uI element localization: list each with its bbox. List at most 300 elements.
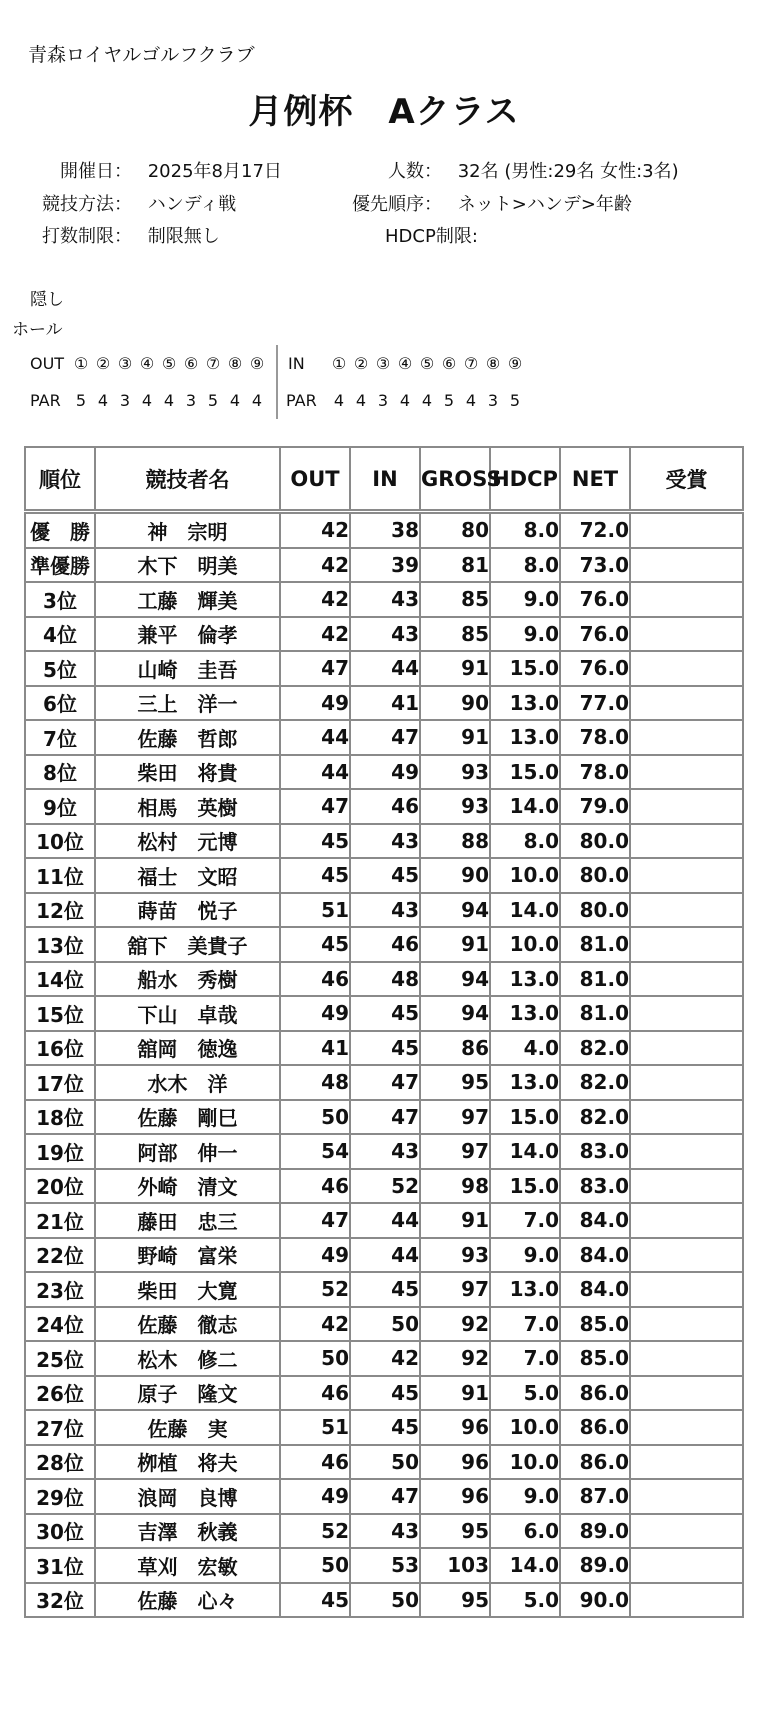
hole-marker: ⑦ xyxy=(463,354,479,373)
cell-out-score: 42 xyxy=(280,548,350,583)
table-row xyxy=(25,996,743,1031)
out-holes-row xyxy=(30,354,268,373)
cell-gross-score: 94 xyxy=(420,962,490,997)
par-value: 5 xyxy=(509,391,521,410)
cell-in-score: 43 xyxy=(350,893,420,928)
cell-net-score: 89.0 xyxy=(560,1514,630,1549)
cell-out-score: 41 xyxy=(280,1031,350,1066)
table-row xyxy=(25,1065,743,1100)
cell-rank: 29位 xyxy=(25,1479,95,1514)
cell-hdcp: 5.0 xyxy=(490,1376,560,1411)
cell-player-name: 柴田 大寛 xyxy=(95,1272,280,1307)
cell-hdcp: 9.0 xyxy=(490,1238,560,1273)
par-value: 4 xyxy=(333,391,345,410)
cell-award xyxy=(630,1238,743,1273)
cell-rank: 8位 xyxy=(25,755,95,790)
cell-net-score: 84.0 xyxy=(560,1203,630,1238)
cell-gross-score: 90 xyxy=(420,858,490,893)
cell-player-name: 原子 隆文 xyxy=(95,1376,280,1411)
cell-hdcp: 15.0 xyxy=(490,1100,560,1135)
cell-hdcp: 8.0 xyxy=(490,512,560,548)
table-row xyxy=(25,1514,743,1549)
cell-gross-score: 96 xyxy=(420,1479,490,1514)
table-row xyxy=(25,1376,743,1411)
table-row xyxy=(25,617,743,652)
cell-player-name: 浪岡 良博 xyxy=(95,1479,280,1514)
hole-marker: ④ xyxy=(139,354,155,373)
cell-out-score: 49 xyxy=(280,686,350,721)
cell-gross-score: 80 xyxy=(420,512,490,548)
table-row xyxy=(25,755,743,790)
table-row xyxy=(25,720,743,755)
cell-player-name: 阿部 伸一 xyxy=(95,1134,280,1169)
cell-net-score: 82.0 xyxy=(560,1065,630,1100)
cell-net-score: 85.0 xyxy=(560,1341,630,1376)
cell-out-score: 47 xyxy=(280,1203,350,1238)
col-header-out: OUT xyxy=(280,447,350,512)
table-row xyxy=(25,1134,743,1169)
cell-hdcp: 9.0 xyxy=(490,1479,560,1514)
cell-award xyxy=(630,962,743,997)
cell-gross-score: 93 xyxy=(420,755,490,790)
cell-award xyxy=(630,1479,743,1514)
table-row xyxy=(25,1238,743,1273)
cell-hdcp: 9.0 xyxy=(490,582,560,617)
cell-rank: 22位 xyxy=(25,1238,95,1273)
table-row xyxy=(25,1583,743,1618)
hidden-hole-label-2: ホール xyxy=(12,320,63,340)
par-value: 4 xyxy=(229,391,241,410)
cell-rank: 24位 xyxy=(25,1307,95,1342)
hole-marker: ⑨ xyxy=(249,354,265,373)
cell-net-score: 89.0 xyxy=(560,1548,630,1583)
cell-rank: 31位 xyxy=(25,1548,95,1583)
table-row xyxy=(25,512,743,548)
par-value: 3 xyxy=(119,391,131,410)
cell-player-name: 佐藤 剛巳 xyxy=(95,1100,280,1135)
cell-out-score: 45 xyxy=(280,824,350,859)
cell-net-score: 84.0 xyxy=(560,1272,630,1307)
cell-gross-score: 91 xyxy=(420,1203,490,1238)
cell-gross-score: 91 xyxy=(420,927,490,962)
cell-gross-score: 97 xyxy=(420,1134,490,1169)
cell-out-score: 46 xyxy=(280,962,350,997)
cell-rank: 5位 xyxy=(25,651,95,686)
table-row xyxy=(25,1445,743,1480)
cell-out-score: 45 xyxy=(280,1583,350,1618)
cell-gross-score: 91 xyxy=(420,651,490,686)
cell-out-score: 49 xyxy=(280,1238,350,1273)
cell-player-name: 佐藤 心々 xyxy=(95,1583,280,1618)
cell-out-score: 42 xyxy=(280,512,350,548)
in-label: IN xyxy=(288,354,305,373)
cell-award xyxy=(630,1100,743,1135)
cell-award xyxy=(630,824,743,859)
cell-player-name: 相馬 英樹 xyxy=(95,789,280,824)
cell-net-score: 80.0 xyxy=(560,893,630,928)
date-value: 2025年8月17日 xyxy=(147,161,282,182)
cell-in-score: 44 xyxy=(350,651,420,686)
cell-gross-score: 103 xyxy=(420,1548,490,1583)
in-holes-row xyxy=(288,354,526,373)
cell-award xyxy=(630,1583,743,1618)
cell-out-score: 46 xyxy=(280,1445,350,1480)
cell-in-score: 46 xyxy=(350,927,420,962)
cell-in-score: 47 xyxy=(350,1100,420,1135)
cell-hdcp: 13.0 xyxy=(490,720,560,755)
cell-hdcp: 15.0 xyxy=(490,755,560,790)
cell-rank: 10位 xyxy=(25,824,95,859)
par-value: 4 xyxy=(163,391,175,410)
cell-rank: 20位 xyxy=(25,1169,95,1204)
cell-award xyxy=(630,893,743,928)
cell-award xyxy=(630,686,743,721)
cell-in-score: 47 xyxy=(350,1065,420,1100)
cell-gross-score: 93 xyxy=(420,789,490,824)
cell-in-score: 45 xyxy=(350,858,420,893)
cell-in-score: 45 xyxy=(350,1031,420,1066)
priority-value: ネット>ハンデ>年齢 xyxy=(457,194,632,215)
hole-marker: ⑤ xyxy=(419,354,435,373)
cell-hdcp: 10.0 xyxy=(490,1445,560,1480)
cell-in-score: 48 xyxy=(350,962,420,997)
col-header-gross: GROSS xyxy=(420,447,490,512)
table-row xyxy=(25,548,743,583)
cell-in-score: 45 xyxy=(350,996,420,1031)
cell-gross-score: 91 xyxy=(420,720,490,755)
cell-award xyxy=(630,1376,743,1411)
table-row xyxy=(25,1410,743,1445)
par-value: 4 xyxy=(421,391,433,410)
cell-player-name: 蒔苗 悦子 xyxy=(95,893,280,928)
cell-award xyxy=(630,1031,743,1066)
players-row xyxy=(340,157,679,183)
cell-hdcp: 7.0 xyxy=(490,1307,560,1342)
par-value: 4 xyxy=(251,391,263,410)
cell-net-score: 80.0 xyxy=(560,858,630,893)
cell-net-score: 82.0 xyxy=(560,1031,630,1066)
cell-in-score: 43 xyxy=(350,1514,420,1549)
cell-award xyxy=(630,996,743,1031)
cell-award xyxy=(630,548,743,583)
out-label: OUT xyxy=(30,354,65,373)
cell-in-score: 44 xyxy=(350,1238,420,1273)
cell-hdcp: 13.0 xyxy=(490,962,560,997)
cell-player-name: 吉澤 秋義 xyxy=(95,1514,280,1549)
cell-out-score: 51 xyxy=(280,893,350,928)
cell-out-score: 44 xyxy=(280,755,350,790)
par-value: 4 xyxy=(399,391,411,410)
cell-out-score: 42 xyxy=(280,582,350,617)
table-row xyxy=(25,1341,743,1376)
cell-rank: 7位 xyxy=(25,720,95,755)
cell-hdcp: 7.0 xyxy=(490,1203,560,1238)
cell-in-score: 43 xyxy=(350,617,420,652)
priority-label: 優先順序： xyxy=(352,194,442,215)
cell-in-score: 43 xyxy=(350,824,420,859)
cell-in-score: 38 xyxy=(350,512,420,548)
cell-gross-score: 95 xyxy=(420,1065,490,1100)
cell-net-score: 90.0 xyxy=(560,1583,630,1618)
cell-net-score: 83.0 xyxy=(560,1134,630,1169)
hole-marker: ① xyxy=(73,354,89,373)
cell-hdcp: 14.0 xyxy=(490,1548,560,1583)
cell-out-score: 47 xyxy=(280,651,350,686)
results-body xyxy=(25,512,743,1618)
players-label: 人数： xyxy=(388,161,442,182)
cell-in-score: 53 xyxy=(350,1548,420,1583)
cell-award xyxy=(630,1272,743,1307)
hole-marker: ⑤ xyxy=(161,354,177,373)
cell-rank: 4位 xyxy=(25,617,95,652)
cell-player-name: 佐藤 実 xyxy=(95,1410,280,1445)
cell-hdcp: 9.0 xyxy=(490,617,560,652)
cell-rank: 25位 xyxy=(25,1341,95,1376)
cell-rank: 9位 xyxy=(25,789,95,824)
cell-out-score: 44 xyxy=(280,720,350,755)
date-label: 開催日： xyxy=(60,161,132,182)
limit-value: 制限無し xyxy=(147,226,220,247)
cell-net-score: 86.0 xyxy=(560,1410,630,1445)
table-header-row xyxy=(25,447,743,512)
cell-award xyxy=(630,789,743,824)
cell-award xyxy=(630,1134,743,1169)
hole-marker: ⑨ xyxy=(507,354,523,373)
hole-marker: ② xyxy=(95,354,111,373)
table-row xyxy=(25,1307,743,1342)
cell-gross-score: 85 xyxy=(420,582,490,617)
cell-net-score: 81.0 xyxy=(560,927,630,962)
table-row xyxy=(25,1031,743,1066)
cell-player-name: 栁植 将夫 xyxy=(95,1445,280,1480)
par-value: 4 xyxy=(97,391,109,410)
cell-player-name: 神 宗明 xyxy=(95,512,280,548)
cell-player-name: 福士 文昭 xyxy=(95,858,280,893)
page-title: 月例杯 Aクラス xyxy=(248,92,520,132)
cell-hdcp: 14.0 xyxy=(490,789,560,824)
hole-marker: ① xyxy=(331,354,347,373)
cell-hdcp: 5.0 xyxy=(490,1583,560,1618)
cell-out-score: 42 xyxy=(280,1307,350,1342)
cell-out-score: 49 xyxy=(280,1479,350,1514)
cell-gross-score: 94 xyxy=(420,996,490,1031)
cell-hdcp: 10.0 xyxy=(490,1410,560,1445)
cell-award xyxy=(630,1307,743,1342)
table-row xyxy=(25,1169,743,1204)
cell-out-score: 45 xyxy=(280,927,350,962)
cell-hdcp: 14.0 xyxy=(490,893,560,928)
cell-gross-score: 86 xyxy=(420,1031,490,1066)
cell-rank: 14位 xyxy=(25,962,95,997)
cell-in-score: 45 xyxy=(350,1410,420,1445)
cell-net-score: 86.0 xyxy=(560,1445,630,1480)
club-name: 青森ロイヤルゴルフクラブ xyxy=(28,44,255,66)
cell-rank: 準優勝 xyxy=(25,548,95,583)
cell-player-name: 舘岡 徳逸 xyxy=(95,1031,280,1066)
par-value: 3 xyxy=(377,391,389,410)
table-row xyxy=(25,686,743,721)
table-row xyxy=(25,824,743,859)
par-value: 5 xyxy=(75,391,87,410)
cell-rank: 16位 xyxy=(25,1031,95,1066)
players-value: 32名 (男性:29名 女性:3名) xyxy=(457,161,679,182)
col-header-name: 競技者名 xyxy=(95,447,280,512)
cell-rank: 30位 xyxy=(25,1514,95,1549)
cell-net-score: 79.0 xyxy=(560,789,630,824)
cell-out-score: 50 xyxy=(280,1548,350,1583)
cell-award xyxy=(630,1445,743,1480)
cell-gross-score: 97 xyxy=(420,1100,490,1135)
cell-player-name: 外崎 清文 xyxy=(95,1169,280,1204)
cell-net-score: 83.0 xyxy=(560,1169,630,1204)
cell-rank: 15位 xyxy=(25,996,95,1031)
table-row xyxy=(25,1548,743,1583)
cell-player-name: 佐藤 徹志 xyxy=(95,1307,280,1342)
cell-rank: 3位 xyxy=(25,582,95,617)
table-row xyxy=(25,1272,743,1307)
cell-out-score: 52 xyxy=(280,1272,350,1307)
cell-in-score: 50 xyxy=(350,1583,420,1618)
cell-hdcp: 4.0 xyxy=(490,1031,560,1066)
cell-net-score: 76.0 xyxy=(560,651,630,686)
cell-in-score: 49 xyxy=(350,755,420,790)
par-value: 3 xyxy=(487,391,499,410)
cell-in-score: 52 xyxy=(350,1169,420,1204)
cell-player-name: 松村 元博 xyxy=(95,824,280,859)
date-row xyxy=(30,157,282,183)
cell-net-score: 86.0 xyxy=(560,1376,630,1411)
cell-gross-score: 88 xyxy=(420,824,490,859)
cell-award xyxy=(630,927,743,962)
cell-award xyxy=(630,1410,743,1445)
cell-gross-score: 92 xyxy=(420,1307,490,1342)
par-value: 5 xyxy=(207,391,219,410)
cell-award xyxy=(630,1341,743,1376)
cell-rank: 23位 xyxy=(25,1272,95,1307)
col-header-hdcp: HDCP xyxy=(490,447,560,512)
hdcp-limit-row xyxy=(385,222,478,248)
cell-award xyxy=(630,512,743,548)
cell-gross-score: 85 xyxy=(420,617,490,652)
cell-out-score: 49 xyxy=(280,996,350,1031)
hole-marker: ⑦ xyxy=(205,354,221,373)
cell-player-name: 佐藤 哲郎 xyxy=(95,720,280,755)
cell-hdcp: 13.0 xyxy=(490,686,560,721)
cell-award xyxy=(630,1169,743,1204)
cell-rank: 18位 xyxy=(25,1100,95,1135)
cell-gross-score: 97 xyxy=(420,1272,490,1307)
cell-hdcp: 6.0 xyxy=(490,1514,560,1549)
in-par-row xyxy=(286,391,526,410)
cell-net-score: 81.0 xyxy=(560,996,630,1031)
par-value: 3 xyxy=(185,391,197,410)
cell-rank: 6位 xyxy=(25,686,95,721)
cell-in-score: 42 xyxy=(350,1341,420,1376)
cell-in-score: 39 xyxy=(350,548,420,583)
cell-player-name: 舘下 美貴子 xyxy=(95,927,280,962)
cell-player-name: 水木 洋 xyxy=(95,1065,280,1100)
cell-hdcp: 8.0 xyxy=(490,824,560,859)
cell-player-name: 山崎 圭吾 xyxy=(95,651,280,686)
hole-marker: ③ xyxy=(375,354,391,373)
cell-hdcp: 8.0 xyxy=(490,548,560,583)
hole-marker: ⑥ xyxy=(441,354,457,373)
cell-net-score: 77.0 xyxy=(560,686,630,721)
hole-marker: ⑧ xyxy=(485,354,501,373)
cell-net-score: 76.0 xyxy=(560,617,630,652)
cell-rank: 27位 xyxy=(25,1410,95,1445)
cell-gross-score: 93 xyxy=(420,1238,490,1273)
cell-hdcp: 10.0 xyxy=(490,927,560,962)
cell-out-score: 51 xyxy=(280,1410,350,1445)
cell-hdcp: 13.0 xyxy=(490,1272,560,1307)
cell-hdcp: 15.0 xyxy=(490,651,560,686)
par-value: 5 xyxy=(443,391,455,410)
holes-divider xyxy=(276,345,278,419)
method-row xyxy=(30,190,236,216)
cell-award xyxy=(630,858,743,893)
cell-out-score: 42 xyxy=(280,617,350,652)
cell-net-score: 78.0 xyxy=(560,720,630,755)
cell-player-name: 柴田 将貴 xyxy=(95,755,280,790)
cell-out-score: 50 xyxy=(280,1100,350,1135)
table-row xyxy=(25,1203,743,1238)
cell-in-score: 50 xyxy=(350,1307,420,1342)
cell-gross-score: 94 xyxy=(420,893,490,928)
cell-player-name: 藤田 忠三 xyxy=(95,1203,280,1238)
cell-in-score: 50 xyxy=(350,1445,420,1480)
cell-gross-score: 96 xyxy=(420,1445,490,1480)
col-header-award: 受賞 xyxy=(630,447,743,512)
table-row xyxy=(25,858,743,893)
table-row xyxy=(25,1479,743,1514)
cell-out-score: 46 xyxy=(280,1376,350,1411)
cell-gross-score: 95 xyxy=(420,1583,490,1618)
cell-gross-score: 91 xyxy=(420,1376,490,1411)
cell-award xyxy=(630,582,743,617)
hdcp-limit-label: HDCP制限: xyxy=(385,226,478,247)
cell-in-score: 45 xyxy=(350,1272,420,1307)
cell-in-score: 46 xyxy=(350,789,420,824)
par-value: 4 xyxy=(465,391,477,410)
table-row xyxy=(25,893,743,928)
cell-award xyxy=(630,720,743,755)
cell-rank: 19位 xyxy=(25,1134,95,1169)
priority-row xyxy=(340,190,632,216)
cell-net-score: 80.0 xyxy=(560,824,630,859)
cell-award xyxy=(630,617,743,652)
method-value: ハンディ戦 xyxy=(147,194,237,215)
cell-hdcp: 10.0 xyxy=(490,858,560,893)
col-header-rank: 順位 xyxy=(25,447,95,512)
cell-award xyxy=(630,755,743,790)
cell-player-name: 草刈 宏敏 xyxy=(95,1548,280,1583)
par-label: PAR xyxy=(30,391,61,410)
results-table xyxy=(24,446,744,1618)
cell-award xyxy=(630,1065,743,1100)
cell-in-score: 45 xyxy=(350,1376,420,1411)
cell-award xyxy=(630,1203,743,1238)
cell-hdcp: 13.0 xyxy=(490,996,560,1031)
cell-net-score: 85.0 xyxy=(560,1307,630,1342)
cell-net-score: 76.0 xyxy=(560,582,630,617)
table-row xyxy=(25,1100,743,1135)
cell-in-score: 47 xyxy=(350,1479,420,1514)
cell-hdcp: 7.0 xyxy=(490,1341,560,1376)
cell-award xyxy=(630,651,743,686)
cell-net-score: 78.0 xyxy=(560,755,630,790)
cell-player-name: 兼平 倫孝 xyxy=(95,617,280,652)
